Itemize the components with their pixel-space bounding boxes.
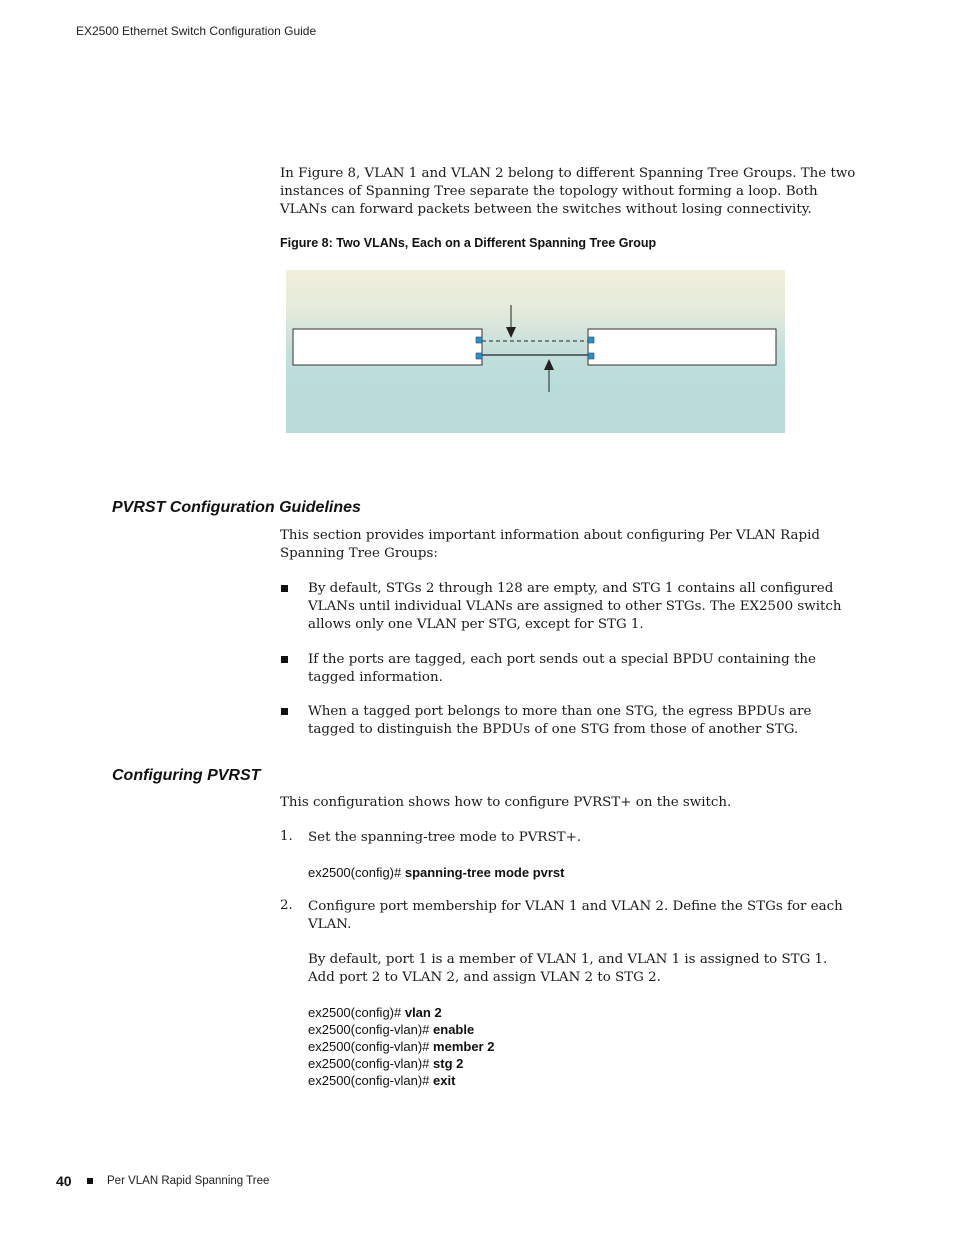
configuring-intro: This configuration shows how to configure PVRST+ on the switch. bbox=[280, 795, 732, 810]
code-line bbox=[308, 1072, 494, 1089]
right-port-1 bbox=[588, 337, 594, 343]
figure-diagram bbox=[286, 270, 785, 433]
bullet-line: If the ports are tagged, each port sends out a special BPDU containing the bbox=[308, 652, 816, 667]
code-prompt: ex2500(config-vlan)# bbox=[308, 1056, 434, 1071]
left-port-2 bbox=[476, 353, 482, 359]
code-command: enable bbox=[433, 1022, 475, 1037]
step-number: 1. bbox=[280, 829, 293, 844]
code-command: member 2 bbox=[433, 1039, 495, 1054]
step-line: VLAN. bbox=[308, 917, 352, 932]
right-port-2 bbox=[588, 353, 594, 359]
section-heading-configuring: Configuring PVRST bbox=[112, 767, 261, 784]
code-prompt: ex2500(config)# bbox=[308, 865, 405, 880]
bullet-item bbox=[308, 580, 842, 634]
bullet-line: allows only one VLAN per STG, except for STG 1. bbox=[308, 617, 644, 632]
code-prompt: ex2500(config-vlan)# bbox=[308, 1039, 434, 1054]
guidelines-intro-line: This section provides important information about configuring Per VLAN Rapid bbox=[280, 528, 820, 543]
code-line bbox=[308, 1055, 494, 1072]
intro-line: instances of Spanning Tree separate the topology without forming a loop. Both bbox=[280, 184, 818, 199]
page-number: 40 bbox=[56, 1173, 72, 1189]
running-header: EX2500 Ethernet Switch Configuration Guide bbox=[76, 24, 317, 38]
code-line bbox=[308, 1004, 494, 1021]
bullet-item bbox=[308, 651, 816, 687]
intro-line: VLANs can forward packets between the switches without losing connectivity. bbox=[280, 202, 812, 217]
step-note-line: Add port 2 to VLAN 2, and assign VLAN 2 to STG 2. bbox=[308, 970, 661, 985]
code-line bbox=[308, 1021, 494, 1038]
section-heading-guidelines: PVRST Configuration Guidelines bbox=[112, 499, 361, 516]
step-number: 2. bbox=[280, 898, 293, 913]
code-prompt: ex2500(config)# bbox=[308, 1005, 405, 1020]
bullet-icon bbox=[281, 708, 288, 715]
bullet-item bbox=[308, 703, 811, 739]
step-line: Configure port membership for VLAN 1 and VLAN 2. Define the STGs for each bbox=[308, 899, 843, 914]
footer-separator-icon bbox=[87, 1178, 93, 1184]
code-line bbox=[308, 1038, 494, 1055]
code-command: spanning-tree mode pvrst bbox=[404, 865, 565, 880]
bullet-line: tagged information. bbox=[308, 670, 443, 685]
step-note-line: By default, port 1 is a member of VLAN 1, and VLAN 1 is assigned to STG 1. bbox=[308, 952, 828, 967]
guidelines-intro bbox=[280, 527, 820, 563]
footer-section-title: Per VLAN Rapid Spanning Tree bbox=[107, 1175, 270, 1187]
bullet-line: By default, STGs 2 through 128 are empty, and STG 1 contains all configured bbox=[308, 581, 834, 596]
topology-svg bbox=[286, 270, 785, 433]
bullet-line: VLANs until individual VLANs are assigned to other STGs. The EX2500 switch bbox=[308, 599, 842, 614]
intro-line: In Figure 8, VLAN 1 and VLAN 2 belong to different Spanning Tree Groups. The two bbox=[280, 166, 856, 181]
code-block bbox=[308, 1004, 494, 1089]
left-port-1 bbox=[476, 337, 482, 343]
code-command: vlan 2 bbox=[404, 1005, 442, 1020]
guidelines-intro-line: Spanning Tree Groups: bbox=[280, 546, 438, 561]
step-note bbox=[308, 951, 827, 987]
step-text: Set the spanning-tree mode to PVRST+. bbox=[308, 830, 582, 845]
code-command: exit bbox=[433, 1073, 456, 1088]
bullet-icon bbox=[281, 585, 288, 592]
bullet-line: tagged to distinguish the BPDUs of one STG from those of another STG. bbox=[308, 722, 799, 737]
left-switch bbox=[293, 329, 482, 365]
code-prompt: ex2500(config-vlan)# bbox=[308, 1073, 434, 1088]
arrow-up-icon bbox=[544, 359, 554, 370]
code-command: stg 2 bbox=[433, 1056, 464, 1071]
intro-paragraph bbox=[280, 165, 855, 219]
bullet-line: When a tagged port belongs to more than one STG, the egress BPDUs are bbox=[308, 704, 812, 719]
right-switch bbox=[588, 329, 776, 365]
code-line bbox=[308, 864, 564, 881]
figure-caption: Figure 8: Two VLANs, Each on a Different Spanning Tree Group bbox=[280, 236, 657, 250]
step-text bbox=[308, 898, 843, 934]
code-prompt: ex2500(config-vlan)# bbox=[308, 1022, 434, 1037]
arrow-down-icon bbox=[506, 327, 516, 338]
bullet-icon bbox=[281, 656, 288, 663]
